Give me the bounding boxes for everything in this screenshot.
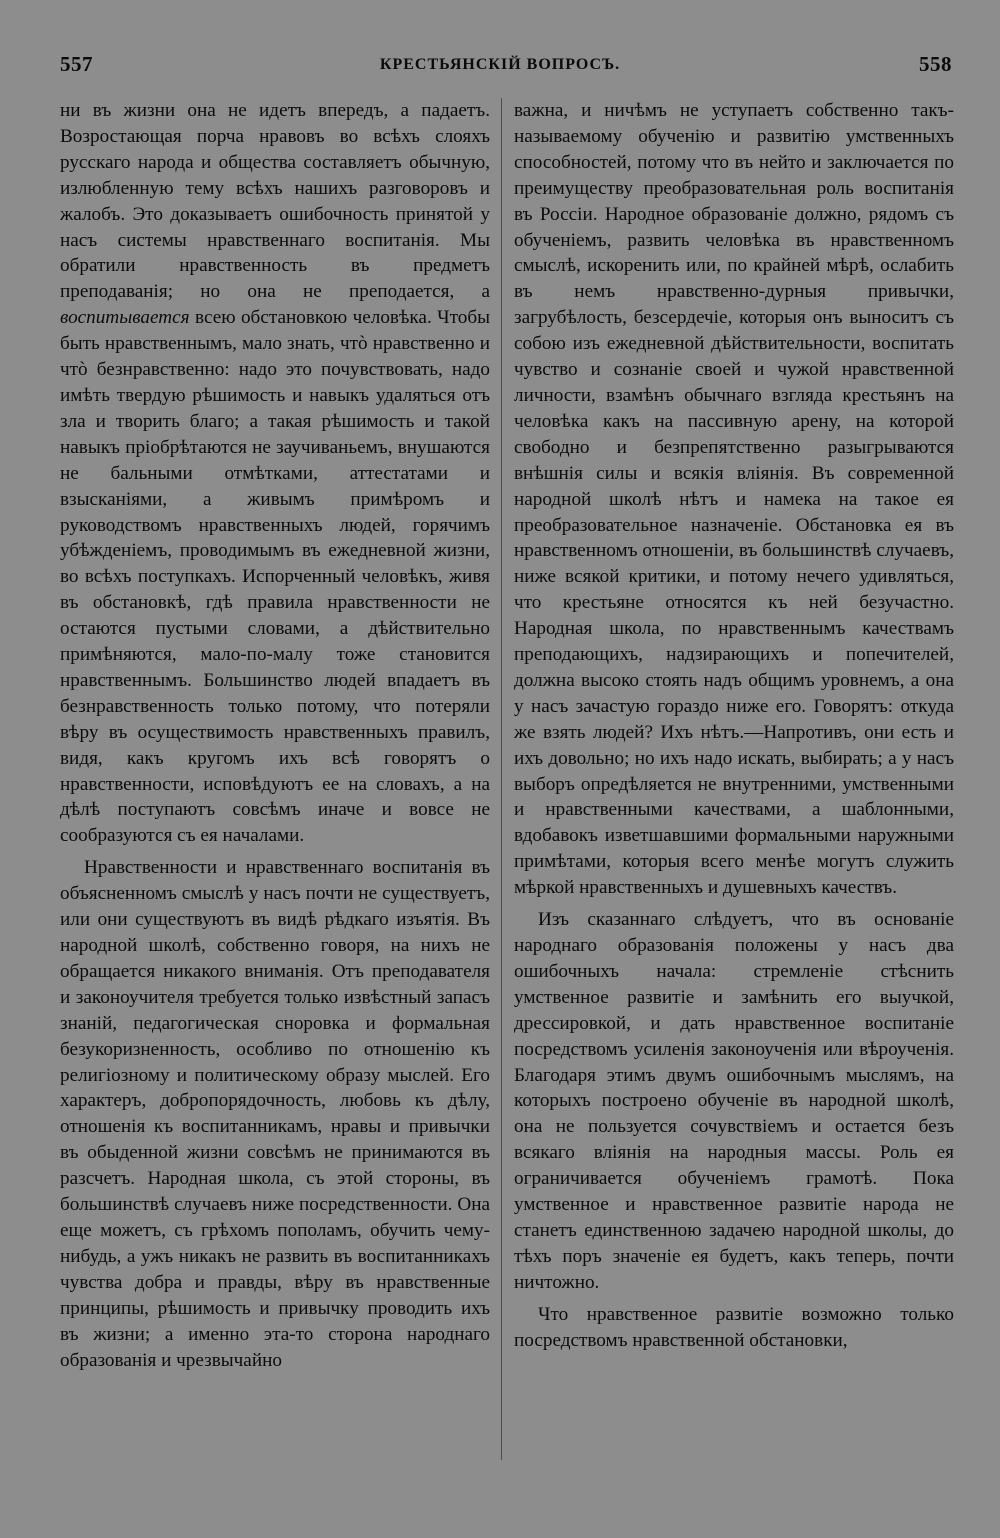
paragraph-text: ни въ жизни она не идетъ впередъ, а падаетъ. Возростающая порча нравовъ во всѣхъ слояхъ русскаго народа и общества составляетъ обычную, излюбленную тему всѣхъ нашихъ разговоровъ и жалобъ. Это доказываетъ ошибочность принятой у насъ системы нравственнаго воспитанія. Мы обратили нравственность въ предметъ преподаванія; но она не преподается, а <box>60 100 490 303</box>
right-column <box>514 98 954 1360</box>
paragraph: важна, и ничѣмъ не уступаетъ собственно такъ-называемому обученію и развитію умственныхъ способностей, потому что въ нейто и заключается по преимуществу преобразовательная роль воспитанія въ Россіи. Народное образованіе должно, рядомъ съ обученіемъ, развить человѣка въ нравственномъ смыслѣ, искоренить или, по крайней мѣрѣ, ослабить въ немъ нравственно-дурныя привычки, загрубѣлость, безсердечіе, которыя онъ выноситъ съ собою изъ ежедневной дѣйствительности, воспитать чувство и сознаніе своей и чужой нравственной личности, взамѣнъ обычнаго взгляда крестьянъ на человѣка какъ на пассивную арену, на которой свободно и безпрепятственно разыгрываются внѣшнія силы и всякія вліянія. Въ современной народной школѣ нѣтъ и намека на такое ея преобразовательное назначеніе. Обстановка ея въ нравственномъ отношеніи, въ большинствѣ случаевъ, ниже всякой критики, и потому нечего удивляться, что крестьяне относятся къ ней безучастно. Народная школа, по нравственнымъ качествамъ преподающихъ, надзирающихъ и попечителей, должна высоко стоять надъ общимъ уровнемъ, а она у насъ зачастую гораздо ниже его. Говорятъ: откуда же взять людей? Ихъ нѣтъ.—Напротивъ, они есть и ихъ довольно; но ихъ надо искать, выбирать; а у насъ выборъ опредѣляется не внутренними, умственными и нравственными качествами, а шаблонными, вдобавокъ изветшавшими формальными наружными примѣтами, которыя всего менѣе могутъ служить мѣркой нравственныхъ и душевныхъ качествъ. <box>514 100 954 899</box>
paragraph: Изъ сказаннаго слѣдуетъ, что въ основаніе народнаго образованія положены у насъ два ошибочныхъ начала: стремленіе стѣснить умственное развитіе и замѣнить его выучкой, дрессировкой, и дать нравственное воспитаніе посредствомъ усиленія законоученія или вѣроученія. Благодаря этимъ двумъ ошибочнымъ мыслямъ, на которыхъ построено обученіе въ народной школѣ, она не пользуется сочувствіемъ и остается безъ всякаго вліянія на народныя массы. Роль ея ограничивается обученіемъ грамотѣ. Пока умственное и нравственное развитіе народа не станетъ единственною задачею народной школы, до тѣхъ поръ значеніе ея будетъ, какъ теперь, почти ничтожно. <box>514 909 954 1293</box>
emphasis-text: воспитывается <box>60 307 190 329</box>
page-number-right: 558 <box>919 52 952 76</box>
paragraph: Нравственности и нравственнаго воспитанія въ объясненномъ смыслѣ у насъ почти не существуетъ, или они существуютъ въ видѣ рѣдкаго изъятія. Въ народной школѣ, собственно говоря, на нихъ не обращается никакого вниманія. Отъ преподавателя и законоучителя требуется только извѣстный запасъ знаній, педагогическая сноровка и формальная безукоризненность, особливо по отношенію къ религіозному и политическому образу мыслей. Его характеръ, добропорядочность, любовь къ дѣлу, отношенія къ воспитанникамъ, нравы и привычки въ обыденной жизни совсѣмъ не принимаются въ разсчетъ. Народная школа, съ этой стороны, въ большинствѣ случаевъ ниже посредственности. Она еще можетъ, съ грѣхомъ пополамъ, обучить чему-нибудь, а ужъ никакъ не развить въ воспитанникахъ чувства добра и правды, вѣру въ нравственные принципы, рѣшимость и привычку проводить ихъ въ жизни; а именно эта-то сторона народнаго образованія и чрезвычайно <box>60 857 490 1371</box>
left-column <box>60 98 490 1379</box>
paragraph <box>60 98 490 849</box>
paragraph: Что нравственное развитіе возможно только посредствомъ нравственной обстановки, <box>514 1303 954 1351</box>
column-divider <box>501 98 502 1460</box>
page-number-left: 557 <box>60 52 93 76</box>
paragraph-text: всею обстановкою человѣка. Чтобы быть нравственнымъ, мало знать, чтò нравственно и чтò безнравственно: надо это почувствовать, надо имѣть твердую рѣшимость и навыкъ удаляться отъ зла и творить благо; а такая рѣшимость и такой навыкъ пріобрѣтаются не заучиваньемъ, внушаются не бальными отмѣтками, аттестатами и взысканіями, а живымъ примѣромъ и руководствомъ нравственныхъ людей, горячимъ убѣжденіемъ, проводимымъ въ ежедневной жизни, во всѣхъ поступкахъ. Испорченный человѣкъ, живя въ обстановкѣ, гдѣ правила нравственности не остаются пустыми словами, а дѣйствительно примѣняются, мало-по-малу тоже становится нравственнымъ. Большинство людей впадаетъ въ безнравственность только потому, что потеряли вѣру въ осуществимость нравственныхъ правилъ, видя, какъ кругомъ ихъ всѣ говорятъ о нравственности, исповѣдуютъ ее на словахъ, а на дѣлѣ поступаютъ совсѣмъ иначе и вовсе не сообразуются съ ея началами. <box>60 307 491 847</box>
running-title: КРЕСТЬЯНСКІЙ ВОПРОСЪ. <box>379 56 621 73</box>
